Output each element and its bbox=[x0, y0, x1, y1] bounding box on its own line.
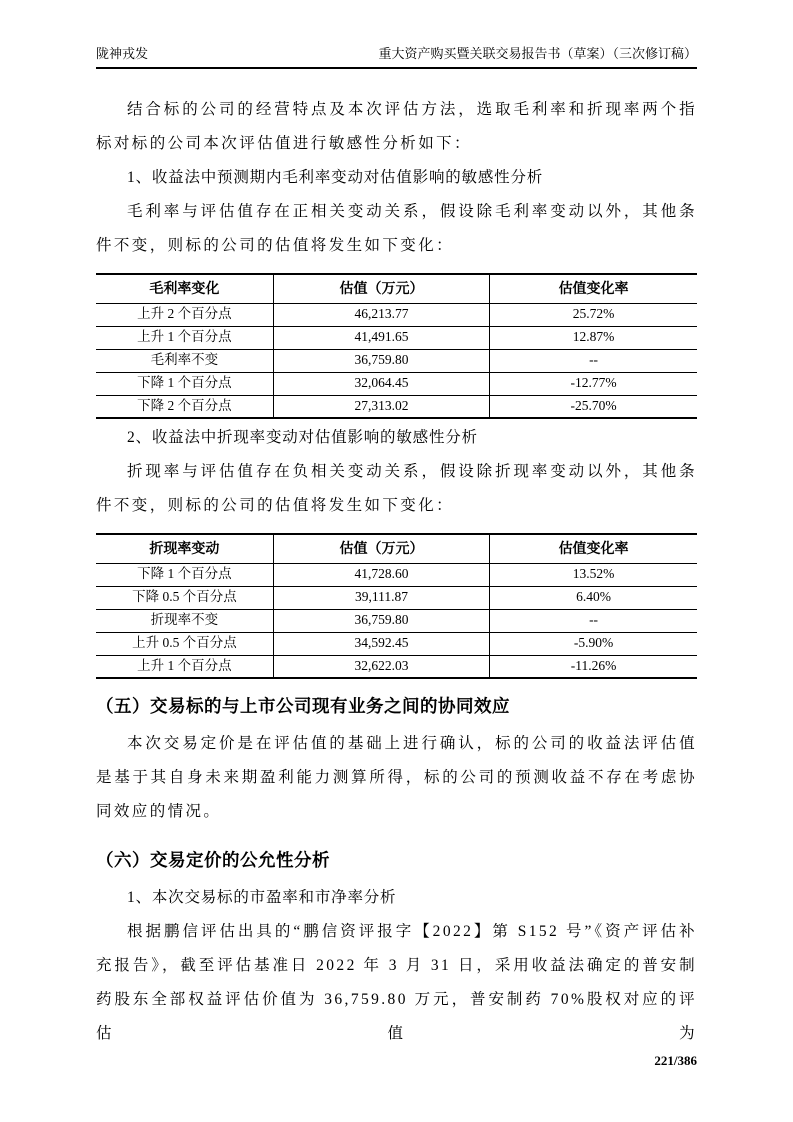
table-row bbox=[96, 609, 697, 632]
table-cell: 下降 0.5 个百分点 bbox=[96, 586, 273, 609]
table-cell: 6.40% bbox=[490, 586, 697, 609]
table-cell: 32,622.03 bbox=[273, 655, 489, 678]
table-header-cell: 折现率变动 bbox=[96, 534, 273, 563]
table-cell: 上升 1 个百分点 bbox=[96, 655, 273, 678]
table-cell: 上升 2 个百分点 bbox=[96, 303, 273, 326]
table-cell: 41,728.60 bbox=[273, 563, 489, 586]
report-title: 重大资产购买暨关联交易报告书（草案）（三次修订稿） bbox=[378, 46, 697, 61]
gross-margin-paragraph: 毛利率与评估值存在正相关变动关系，假设除毛利率变动以外，其他条件不变，则标的公司的估值将发生如下变化： bbox=[96, 203, 697, 254]
section6-paragraph: 根据鹏信评估出具的“鹏信资评报字【2022】第 S152 号”《资产评估补充报告》，截至评估基准日 2022 年 3 月 31 日，采用收益法确定的普安制药股东全部权益评估价值为 36,759.80 万元，普安制药 70%股权对应的评估值为 bbox=[96, 923, 697, 1042]
table-cell: 上升 1 个百分点 bbox=[96, 326, 273, 349]
page-header bbox=[96, 46, 697, 69]
table-row bbox=[96, 586, 697, 609]
table-cell: 27,313.02 bbox=[273, 395, 489, 418]
table-row bbox=[96, 395, 697, 418]
table-cell: -12.77% bbox=[490, 372, 697, 395]
table-cell: -5.90% bbox=[490, 632, 697, 655]
section6-item1-heading: 1、本次交易标的市盈率和市净率分析 bbox=[127, 889, 397, 906]
table-cell: 下降 1 个百分点 bbox=[96, 372, 273, 395]
table-header-cell: 估值（万元） bbox=[273, 274, 489, 303]
intro-paragraph: 结合标的公司的经营特点及本次评估方法，选取毛利率和折现率两个指标对标的公司本次评估值进行敏感性分析如下： bbox=[96, 101, 697, 152]
table-row bbox=[96, 326, 697, 349]
table-cell: -11.26% bbox=[490, 655, 697, 678]
gross-margin-sensitivity-table bbox=[96, 273, 697, 419]
table-cell: 34,592.45 bbox=[273, 632, 489, 655]
table-cell: 13.52% bbox=[490, 563, 697, 586]
table-row bbox=[96, 349, 697, 372]
table-cell: 下降 2 个百分点 bbox=[96, 395, 273, 418]
table-row bbox=[96, 655, 697, 678]
table-header-cell: 估值变化率 bbox=[490, 274, 697, 303]
table-cell: 32,064.45 bbox=[273, 372, 489, 395]
table-cell: 41,491.65 bbox=[273, 326, 489, 349]
table-header-cell: 估值（万元） bbox=[273, 534, 489, 563]
table-cell: 毛利率不变 bbox=[96, 349, 273, 372]
discount-rate-paragraph: 折现率与评估值存在负相关变动关系，假设除折现率变动以外，其他条件不变，则标的公司的估值将发生如下变化： bbox=[96, 463, 697, 514]
table-header-cell: 估值变化率 bbox=[490, 534, 697, 563]
company-name: 陇神戎发 bbox=[96, 46, 149, 61]
table-cell: 36,759.80 bbox=[273, 609, 489, 632]
table-row bbox=[96, 632, 697, 655]
table-cell: 下降 1 个百分点 bbox=[96, 563, 273, 586]
table-cell: 39,111.87 bbox=[273, 586, 489, 609]
table-cell: 46,213.77 bbox=[273, 303, 489, 326]
table-cell: -25.70% bbox=[490, 395, 697, 418]
section5-paragraph: 本次交易定价是在评估值的基础上进行确认，标的公司的收益法评估值是基于其自身未来期盈利能力测算所得，标的公司的预测收益不存在考虑协同效应的情况。 bbox=[96, 735, 697, 820]
table-cell: -- bbox=[490, 609, 697, 632]
page-number: 221/386 bbox=[654, 1053, 697, 1068]
table-cell: 25.72% bbox=[490, 303, 697, 326]
table-header-row bbox=[96, 534, 697, 563]
table-row bbox=[96, 372, 697, 395]
section5-heading: （五）交易标的与上市公司现有业务之间的协同效应 bbox=[96, 696, 510, 716]
table-header-row bbox=[96, 274, 697, 303]
discount-rate-sensitivity-table bbox=[96, 533, 697, 679]
table-cell: 折现率不变 bbox=[96, 609, 273, 632]
table-cell: 12.87% bbox=[490, 326, 697, 349]
item2-heading: 2、收益法中折现率变动对估值影响的敏感性分析 bbox=[127, 429, 478, 446]
table-cell: -- bbox=[490, 349, 697, 372]
table-header-cell: 毛利率变化 bbox=[96, 274, 273, 303]
table-cell: 上升 0.5 个百分点 bbox=[96, 632, 273, 655]
table-cell: 36,759.80 bbox=[273, 349, 489, 372]
section6-heading: （六）交易定价的公允性分析 bbox=[96, 850, 330, 870]
item1-heading: 1、收益法中预测期内毛利率变动对估值影响的敏感性分析 bbox=[127, 169, 544, 186]
table-row bbox=[96, 563, 697, 586]
table-row bbox=[96, 303, 697, 326]
